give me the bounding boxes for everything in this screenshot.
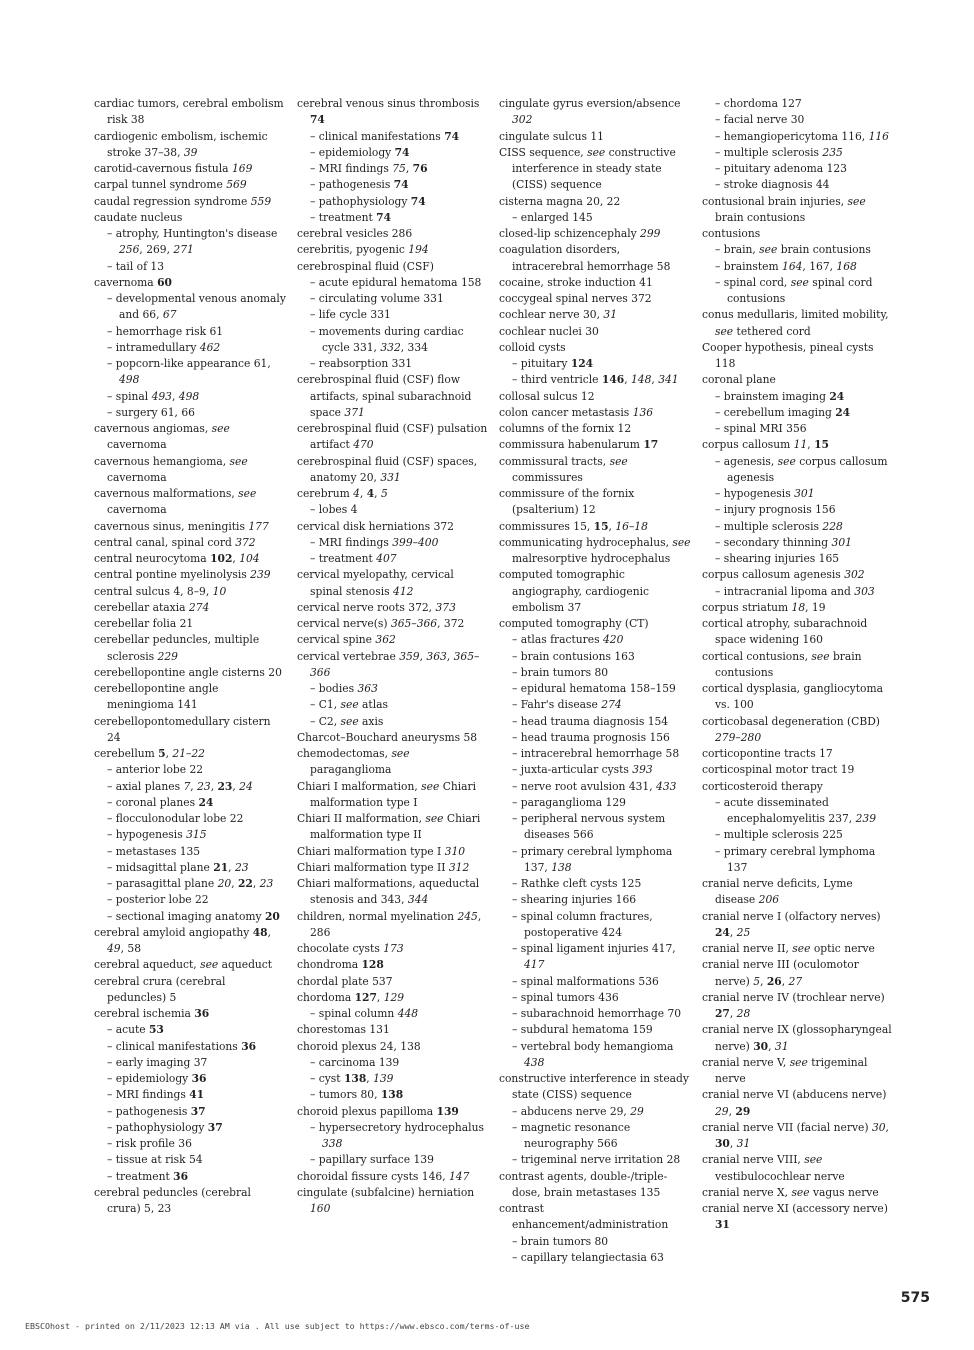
index-entry: caudal regression syndrome 559	[94, 194, 272, 208]
index-entry: – juxta-articular cysts 393	[512, 763, 653, 777]
index-entry: – multiple sclerosis 235	[715, 145, 843, 159]
index-entry: Cooper hypothesis, pineal cysts 118	[702, 340, 874, 370]
index-entry: – acute 53	[107, 1023, 164, 1037]
index-entry: contusional brain injuries, see brain contusions	[702, 194, 866, 224]
index-entry: – posterior lobe 22	[107, 893, 209, 907]
index-entry: cervical vertebrae 359, 363, 365–366	[297, 649, 480, 679]
index-entry: – clinical manifestations 36	[107, 1039, 257, 1053]
index-entry: – brainstem imaging 24	[715, 389, 845, 403]
index-entry: cerebrospinal fluid (CSF) spaces, anatomy 20, 331	[297, 454, 478, 484]
index-entry: – papillary surface 139	[310, 1153, 434, 1167]
index-entry: Chiari malformations, aqueductal stenosis and 343, 344	[297, 877, 480, 907]
index-entry: cerebellar ataxia 274	[94, 600, 210, 614]
index-entry: – abducens nerve 29, 29	[512, 1104, 644, 1118]
index-entry: – surgery 61, 66	[107, 405, 195, 419]
index-entry: – pathogenesis 37	[107, 1104, 206, 1118]
index-entry: – secondary thinning 301	[715, 535, 852, 549]
index-entry: CISS sequence, see constructive interference in steady state (CISS) sequence	[499, 145, 676, 192]
index-entry: – circulating volume 331	[310, 292, 444, 305]
index-entry: corticopontine tracts 17	[702, 747, 833, 760]
index-entry: – sectional imaging anatomy 20	[107, 909, 280, 923]
index-entry: cervical myelopathy, cervical spinal stenosis 412	[297, 568, 454, 598]
index-entry: – movements during cardiac cycle 331, 332, 334	[310, 324, 464, 354]
index-entry: – enlarged 145	[512, 210, 593, 224]
index-entry: cerebral vesicles 286	[297, 227, 413, 240]
index-entry: – reabsorption 331	[310, 357, 413, 370]
index-entry: cingulate gyrus eversion/absence 302	[499, 97, 681, 127]
index-entry: – pituitary 124	[512, 357, 594, 370]
index-entry: conus medullaris, limited mobility, see tethered cord	[702, 308, 889, 338]
index-entry: – brain tumors 80	[512, 1234, 609, 1248]
index-column-2	[297, 96, 489, 1217]
index-entry: – brain, see brain contusions	[715, 243, 871, 257]
index-entry: Chiari I malformation, see Chiari malformation type I	[297, 779, 477, 809]
index-entry: – subdural hematoma 159	[512, 1023, 653, 1037]
index-entry: – vertebral body hemangioma 438	[512, 1039, 674, 1069]
index-entry: – facial nerve 30	[715, 113, 805, 127]
index-entry: cochlear nerve 30, 31	[499, 308, 617, 322]
index-entry: constructive interference in steady state (CISS) sequence	[499, 1072, 689, 1102]
index-entry: – clinical manifestations 74	[310, 129, 460, 143]
index-entry: cerebrospinal fluid (CSF) pulsation artifact 470	[297, 422, 488, 452]
index-entry: – capillary telangiectasia 63	[512, 1250, 664, 1264]
index-entry: – brainstem 164, 167, 168	[715, 259, 857, 273]
index-entry: choroid plexus papilloma 139	[297, 1104, 459, 1118]
index-entry: – intramedullary 462	[107, 340, 221, 354]
index-entry: cranial nerve V, see trigeminal nerve	[702, 1055, 868, 1085]
index-entry: – multiple sclerosis 225	[715, 828, 843, 842]
index-entry: chordal plate 537	[297, 974, 393, 988]
index-entry: cocaine, stroke induction 41	[499, 275, 653, 289]
index-entry: – brain tumors 80	[512, 665, 609, 679]
index-entry: columns of the fornix 12	[499, 422, 632, 435]
index-entry: cranial nerve VIII, see vestibulocochlear nerve	[702, 1153, 845, 1183]
index-entry: – hemangiopericytoma 116, 116	[715, 129, 889, 143]
index-entry: computed tomographic angiography, cardiogenic embolism 37	[499, 568, 650, 614]
index-entry: corpus striatum 18, 19	[702, 600, 826, 614]
index-entry: cranial nerve VI (abducens nerve) 29, 29	[702, 1088, 887, 1118]
index-entry: cerebellopontomedullary cistern 24	[94, 714, 271, 744]
index-entry: choroid plexus 24, 138	[297, 1039, 421, 1053]
index-entry: cervical nerve roots 372, 373	[297, 600, 456, 614]
index-entry: – MRI findings 41	[107, 1088, 205, 1102]
index-entry: – multiple sclerosis 228	[715, 519, 843, 533]
index-entry: – spinal 493, 498	[107, 389, 200, 403]
index-entry: central pontine myelinolysis 239	[94, 568, 271, 582]
index-entry: – bodies 363	[310, 682, 378, 695]
index-entry: – tissue at risk 54	[107, 1153, 203, 1167]
index-entry: children, normal myelination 245, 286	[297, 909, 482, 939]
index-entry: cingulate sulcus 11	[499, 129, 604, 143]
index-entry: carpal tunnel syndrome 569	[94, 178, 247, 192]
index-entry: corticospinal motor tract 19	[702, 763, 855, 777]
index-entry: – hypersecretory hydrocephalus 338	[310, 1120, 484, 1150]
index-entry: closed-lip schizencephaly 299	[499, 227, 661, 240]
index-entry: colloid cysts	[499, 340, 566, 354]
index-entry: cochlear nuclei 30	[499, 324, 599, 338]
index-entry: – intracerebral hemorrhage 58	[512, 747, 680, 760]
index-entry: – hypogenesis 301	[715, 487, 815, 500]
index-entry: commissure of the fornix (psalterium) 12	[499, 487, 635, 517]
index-entry: cerebrospinal fluid (CSF)	[297, 259, 434, 273]
index-entry: – popcorn-like appearance 61, 498	[107, 357, 271, 387]
index-entry: cerebral amyloid angiopathy 48, 49, 58	[94, 925, 271, 955]
index-entry: caudate nucleus	[94, 210, 183, 224]
index-entry: – metastases 135	[107, 844, 201, 858]
index-entry: chondroma 128	[297, 958, 384, 972]
index-entry: cranial nerve III (oculomotor nerve) 5, 26, 27	[702, 958, 859, 988]
index-entry: – MRI findings 399–400	[310, 535, 439, 549]
index-entry: commissures 15, 15, 16–18	[499, 519, 648, 533]
index-entry: – developmental venous anomaly and 66, 67	[107, 292, 286, 322]
index-entry: cerebral venous sinus thrombosis 74	[297, 97, 480, 127]
index-entry: carotid-cavernous fistula 169	[94, 162, 253, 175]
index-entry: cerebellum 5, 21–22	[94, 747, 205, 760]
index-entry: – atrophy, Huntington's disease 256, 269, 271	[107, 227, 278, 257]
index-entry: cortical dysplasia, gangliocytoma vs. 100	[702, 682, 883, 712]
index-entry: – injury prognosis 156	[715, 503, 836, 517]
index-entry: cranial nerve XI (accessory nerve) 31	[702, 1202, 888, 1232]
footer-notice: EBSCOhost - printed on 2/11/2023 12:13 AM via . All use subject to https://www.ebsco.com/terms-of-use	[25, 1321, 530, 1331]
index-entry: coagulation disorders, intracerebral hemorrhage 58	[499, 243, 671, 273]
index-entry: cortical contusions, see brain contusions	[702, 649, 862, 679]
index-entry: cavernoma 60	[94, 275, 172, 289]
index-entry: central canal, spinal cord 372	[94, 535, 256, 549]
index-entry: collosal sulcus 12	[499, 389, 595, 403]
index-entry: – lobes 4	[310, 503, 358, 517]
index-entry: – C2, see axis	[310, 714, 384, 728]
index-entry: – primary cerebral lymphoma 137, 138	[512, 844, 673, 874]
index-entry: cortical atrophy, subarachnoid space widening 160	[702, 617, 868, 647]
index-entry: chordoma 127, 129	[297, 990, 405, 1004]
index-entry: contrast agents, double-/triple-dose, brain metastases 135	[499, 1169, 668, 1199]
index-entry: cerebellopontine angle meningioma 141	[94, 682, 219, 712]
index-entry: – hemorrhage risk 61	[107, 324, 224, 338]
index-entry: – axial planes 7, 23, 23, 24	[107, 779, 253, 793]
index-entry: – spinal malformations 536	[512, 974, 659, 988]
index-entry: cervical disk herniations 372	[297, 519, 454, 533]
index-entry: – treatment 407	[310, 552, 397, 565]
index-entry: cerebritis, pyogenic 194	[297, 243, 429, 257]
index-column-4	[702, 96, 894, 1234]
index-entry: cerebral ischemia 36	[94, 1007, 210, 1020]
index-entry: central sulcus 4, 8–9, 10	[94, 584, 227, 598]
index-entry: – stroke diagnosis 44	[715, 178, 830, 192]
index-entry: – spinal ligament injuries 417, 417	[512, 942, 676, 972]
index-entry: – trigeminal nerve irritation 28	[512, 1153, 681, 1167]
index-entry: – pathophysiology 74	[310, 194, 426, 208]
index-entry: Chiari malformation type II 312	[297, 860, 470, 874]
index-entry: cervical spine 362	[297, 633, 396, 647]
index-entry: cerebral aqueduct, see aqueduct	[94, 958, 273, 972]
index-entry: cavernous angiomas, see cavernoma	[94, 422, 230, 452]
page-number: 575	[900, 1290, 930, 1306]
index-entry: – spinal column fractures, postoperative 424	[512, 909, 653, 939]
index-entry: corticosteroid therapy	[702, 779, 823, 793]
index-entry: – treatment 36	[107, 1169, 189, 1183]
index-entry: cavernous malformations, see cavernoma	[94, 487, 257, 517]
index-entry: – chordoma 127	[715, 97, 802, 110]
index-entry: cranial nerve IX (glossopharyngeal nerve) 30, 31	[702, 1023, 892, 1053]
index-entry: cerebral peduncles (cerebral crura) 5, 23	[94, 1185, 251, 1215]
index-entry: cranial nerve VII (facial nerve) 30, 30, 31	[702, 1120, 889, 1150]
index-entry: – pathogenesis 74	[310, 178, 409, 192]
index-entry: – atlas fractures 420	[512, 633, 624, 647]
index-entry: cervical nerve(s) 365–366, 372	[297, 617, 465, 630]
index-entry: – head trauma prognosis 156	[512, 730, 670, 744]
index-entry: – subarachnoid hemorrhage 70	[512, 1007, 682, 1020]
index-entry: – Rathke cleft cysts 125	[512, 877, 642, 890]
index-entry: – tumors 80, 138	[310, 1088, 404, 1102]
index-entry: – epidemiology 74	[310, 145, 410, 159]
index-entry: – pituitary adenoma 123	[715, 162, 847, 175]
index-entry: cranial nerve II, see optic nerve	[702, 942, 875, 955]
index-entry: – nerve root avulsion 431, 433	[512, 779, 677, 793]
index-entry: colon cancer metastasis 136	[499, 405, 654, 419]
index-entry: cranial nerve IV (trochlear nerve) 27, 28	[702, 990, 885, 1020]
index-entry: – brain contusions 163	[512, 649, 635, 663]
index-entry: – cyst 138, 139	[310, 1072, 394, 1085]
index-entry: chorestomas 131	[297, 1023, 390, 1037]
index-entry: cerebrospinal fluid (CSF) flow artifacts, spinal subarachnoid space 371	[297, 373, 472, 419]
index-entry: – anterior lobe 22	[107, 763, 204, 777]
index-entry: cerebral crura (cerebral peduncles) 5	[94, 974, 226, 1004]
index-entry: – C1, see atlas	[310, 698, 388, 712]
index-entry: – spinal column 448	[310, 1007, 419, 1020]
index-entry: – Fahr's disease 274	[512, 698, 622, 712]
index-entry: – tail of 13	[107, 259, 165, 273]
index-entry: cavernous hemangioma, see cavernoma	[94, 454, 248, 484]
index-entry: – third ventricle 146, 148, 341	[512, 373, 679, 387]
index-entry: – shearing injuries 165	[715, 552, 840, 565]
index-entry: corpus callosum agenesis 302	[702, 568, 865, 582]
index-entry: cranial nerve deficits, Lyme disease 206	[702, 877, 853, 907]
index-entry: cranial nerve X, see vagus nerve	[702, 1185, 879, 1199]
index-entry: – carcinoma 139	[310, 1055, 400, 1069]
index-entry: cranial nerve I (olfactory nerves) 24, 25	[702, 909, 881, 939]
index-entry: cardiogenic embolism, ischemic stroke 37–38, 39	[94, 129, 268, 159]
index-entry: – peripheral nervous system diseases 566	[512, 812, 666, 842]
index-entry: – agenesis, see corpus callosum agenesis	[715, 454, 888, 484]
index-entry: cavernous sinus, meningitis 177	[94, 519, 269, 533]
index-entry: – paraganglioma 129	[512, 795, 626, 809]
index-entry: – treatment 74	[310, 210, 392, 224]
index-entry: – pathophysiology 37	[107, 1120, 223, 1134]
index-entry: – flocculonodular lobe 22	[107, 812, 244, 825]
index-entry: choroidal fissure cysts 146, 147	[297, 1169, 470, 1183]
index-entry: – early imaging 37	[107, 1055, 208, 1069]
index-entry: Chiari II malformation, see Chiari malformation type II	[297, 812, 481, 842]
index-entry: chemodectomas, see paraganglioma	[297, 747, 410, 777]
index-entry: – epidural hematoma 158–159	[512, 682, 676, 695]
index-entry: commissural tracts, see commissures	[499, 454, 628, 484]
index-entry: – epidemiology 36	[107, 1072, 207, 1085]
index-entry: – life cycle 331	[310, 308, 391, 322]
index-entry: – acute epidural hematoma 158	[310, 275, 482, 289]
index-entry: – spinal MRI 356	[715, 422, 807, 435]
index-entry: Charcot–Bouchard aneurysms 58	[297, 730, 478, 744]
index-column-3	[499, 96, 691, 1266]
index-column-1	[94, 96, 286, 1217]
index-entry: cardiac tumors, cerebral embolism risk 38	[94, 97, 284, 127]
index-entry: computed tomography (CT)	[499, 617, 649, 630]
index-entry: – cerebellum imaging 24	[715, 405, 851, 419]
index-entry: – magnetic resonance neurography 566	[512, 1120, 631, 1150]
index-entry: – acute disseminated encephalomyelitis 237, 239	[715, 795, 876, 825]
index-entry: – primary cerebral lymphoma 137	[715, 844, 876, 874]
index-entry: – shearing injuries 166	[512, 893, 637, 907]
index-entry: – spinal cord, see spinal cord contusions	[715, 275, 873, 305]
index-entry: – hypogenesis 315	[107, 828, 207, 842]
index-entry: – head trauma diagnosis 154	[512, 714, 669, 728]
index-entry: – parasagittal plane 20, 22, 23	[107, 877, 274, 890]
index-entry: cisterna magna 20, 22	[499, 194, 621, 208]
index-entry: corpus callosum 11, 15	[702, 438, 829, 452]
index-entry: central neurocytoma 102, 104	[94, 552, 260, 565]
index-entry: cerebellar peduncles, multiple sclerosis 229	[94, 633, 260, 663]
index-entry: chocolate cysts 173	[297, 942, 404, 955]
index-entry: – MRI findings 75, 76	[310, 162, 428, 175]
index-entry: – intracranial lipoma and 303	[715, 584, 875, 598]
index-entry: contusions	[702, 227, 761, 240]
index-entry: contrast enhancement/administration	[499, 1202, 669, 1232]
index-entry: Chiari malformation type I 310	[297, 844, 466, 858]
index-entry: – risk profile 36	[107, 1137, 192, 1150]
index-entry: – spinal tumors 436	[512, 990, 619, 1004]
index-entry: corticobasal degeneration (CBD) 279–280	[702, 714, 880, 744]
index-entry: coronal plane	[702, 373, 776, 387]
index-entry: – midsagittal plane 21, 23	[107, 860, 249, 874]
index-entry: cingulate (subfalcine) herniation 160	[297, 1185, 475, 1215]
index-entry: commissura habenularum 17	[499, 438, 659, 452]
index-entry: – coronal planes 24	[107, 795, 214, 809]
index-entry: coccygeal spinal nerves 372	[499, 292, 652, 305]
index-entry: cerebellar folia 21	[94, 617, 194, 630]
index-entry: cerebellopontine angle cisterns 20	[94, 665, 282, 679]
index-entry: cerebrum 4, 4, 5	[297, 487, 388, 500]
index-entry: communicating hydrocephalus, see malresorptive hydrocephalus	[499, 535, 691, 565]
